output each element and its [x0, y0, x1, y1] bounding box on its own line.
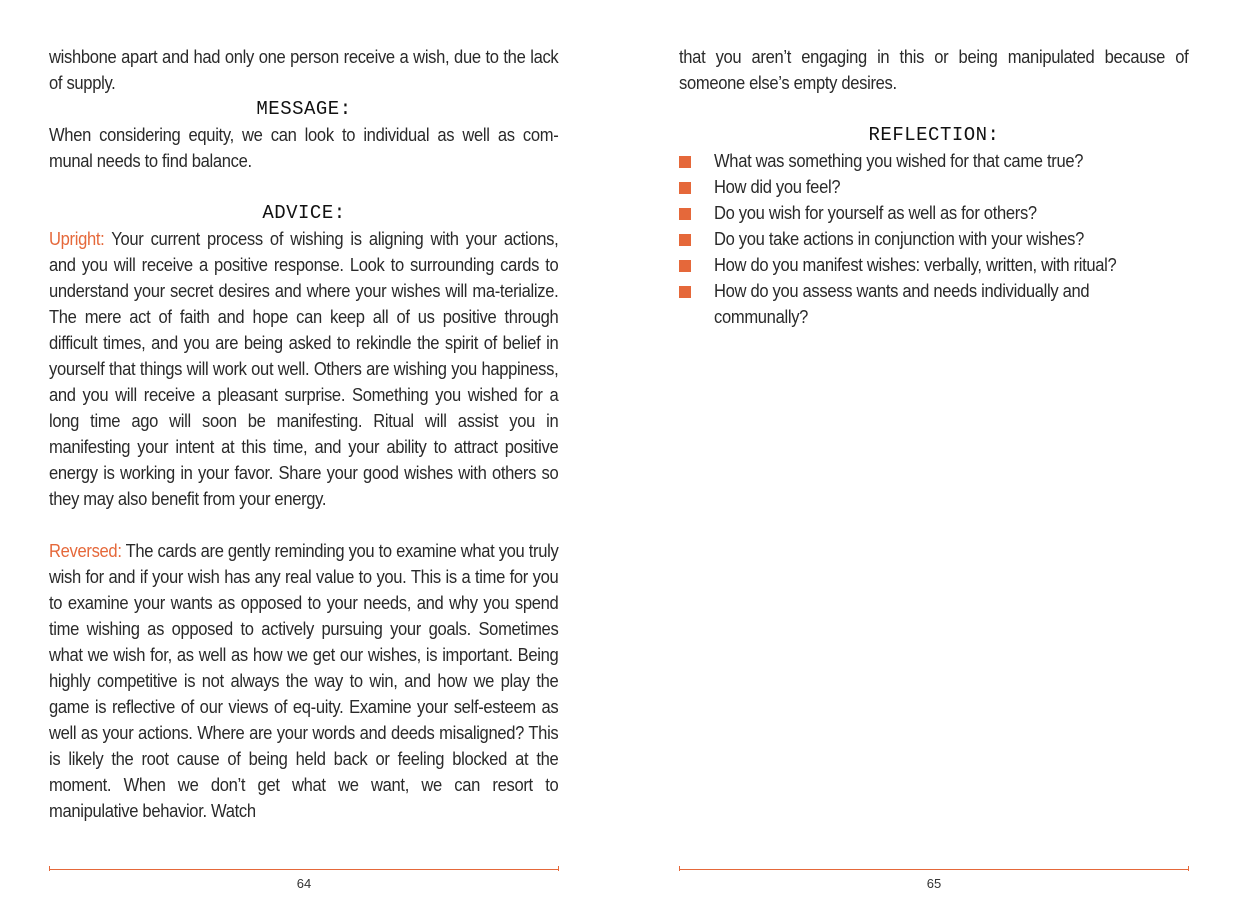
upright-text: Your current process of wishing is aligning with your actions, and you will receive a positive response. Look to surrounding cards to understand your secret desires and where your wishes will ma-terialize. The mere act of faith and hope can keep all of us positive through difficult times, and you are being asked to rekindle the spirit of belief in yourself that things will work out well. Others are wishing you happiness, and you will receive a pleasant surprise. Something you wished for a long time ago will soon be manifesting. Ritual will assist you in manifesting your intent at this time, and your ability to attract positive energy is working in your favor. Share your good wishes with others so they may also benefit from your energy.: [49, 228, 559, 509]
spacer: [49, 174, 559, 200]
reflection-item: [679, 200, 1189, 226]
upright-label: Upright:: [49, 228, 105, 249]
left-footer-rule: [49, 869, 559, 870]
spacer: [49, 512, 559, 538]
reflection-question: What was something you wished for that came true?: [714, 150, 1084, 171]
reflection-question: Do you take actions in conjunction with your wishes?: [714, 228, 1085, 249]
right-page-number: 65: [926, 876, 942, 891]
reflection-item: [679, 226, 1189, 252]
reflection-question: How did you feel?: [714, 176, 841, 197]
message-heading: MESSAGE:: [256, 98, 352, 120]
spacer: [679, 96, 1189, 122]
reflection-item: [679, 174, 1189, 200]
right-page: [679, 44, 1189, 330]
right-footer-rule: [679, 869, 1189, 870]
reflection-list: [679, 148, 1189, 330]
orange-square-bullet-icon: [679, 234, 691, 246]
message-paragraph: When considering equity, we can look to individual as well as com-munal needs to find balance.: [49, 124, 559, 171]
reversed-label: Reversed:: [49, 540, 122, 561]
reflection-question: How do you manifest wishes: verbally, written, with ritual?: [714, 254, 1117, 275]
reversed-paragraph: [49, 538, 558, 824]
reflection-question: How do you assess wants and needs individually and communally?: [714, 280, 1090, 327]
reflection-item: [679, 252, 1189, 278]
reflection-item: [679, 148, 1189, 174]
reversed-text: The cards are gently reminding you to examine what you truly wish for and if your wish has any real value to you. This is a time for you to examine your wants as opposed to your needs, and why you spend time wishing as opposed to actively pursuing your goals. Sometimes what we wish for, as well as how we get our wishes, is important. Being highly competitive is not always the way to win, and how we play the game is reflective of our views of eq-uity. Examine your self-esteem as well as your actions. Where are your words and deeds misaligned? This is likely the root cause of being held back or feeling blocked at the moment. When we don’t get what we want, we can resort to manipulative behavior. Watch: [49, 540, 559, 821]
advice-heading: ADVICE:: [262, 202, 346, 224]
reflection-item: [679, 278, 1189, 330]
orange-square-bullet-icon: [679, 286, 691, 298]
reflection-question: Do you wish for yourself as well as for others?: [714, 202, 1037, 223]
reflection-heading: REFLECTION:: [868, 124, 1000, 146]
intro-paragraph: wishbone apart and had only one person receive a wish, due to the lack of supply.: [49, 46, 559, 93]
orange-square-bullet-icon: [679, 182, 691, 194]
orange-square-bullet-icon: [679, 260, 691, 272]
upright-paragraph: [49, 226, 558, 512]
continuation-paragraph: that you aren’t engaging in this or being manipulated because of someone else’s empty desires.: [679, 46, 1189, 93]
left-page: [49, 44, 559, 824]
left-page-number: 64: [296, 876, 312, 891]
orange-square-bullet-icon: [679, 208, 691, 220]
orange-square-bullet-icon: [679, 156, 691, 168]
